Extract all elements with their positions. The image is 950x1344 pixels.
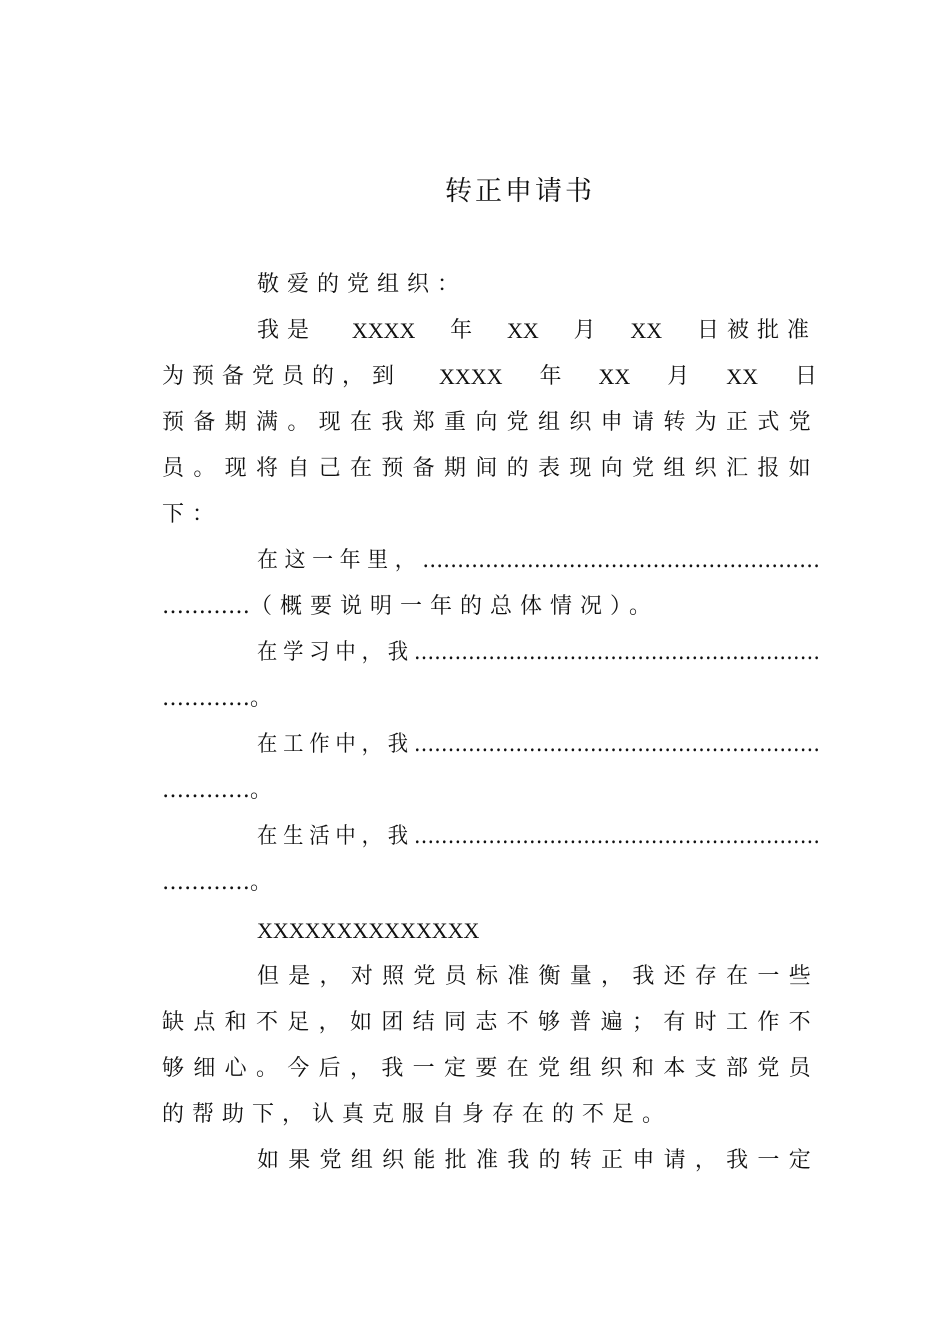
para1-l2-month-unit: 月 — [667, 364, 690, 389]
para1-l2-year: XXXX — [438, 364, 503, 389]
para1-month: XX — [506, 318, 539, 343]
para3-line2: …………。 — [162, 686, 273, 711]
para5-lead: 在生活中，我 — [257, 824, 414, 849]
para5-dots: …………………………………………………… — [413, 824, 820, 849]
para7-line3: 够细心。今后，我一定要在党组织和本支部党员 — [162, 1056, 820, 1081]
para2-dots2: ………… — [162, 594, 250, 619]
salutation: 敬爱的党组织： — [257, 272, 468, 297]
para2-lead: 在这一年里， — [257, 548, 423, 573]
para3-dots: …………………………………………………… — [413, 640, 820, 665]
para1-year-unit: 年 — [450, 318, 473, 343]
para3-lead: 在学习中，我 — [257, 640, 414, 665]
document-title: 转正申请书 — [445, 176, 595, 207]
para2-line2 — [162, 590, 659, 624]
para1-l2-text: 为预备党员的，到 — [162, 364, 403, 389]
para1-l2-month: XX — [598, 364, 631, 389]
para1-line5: 下： — [162, 502, 223, 527]
para1-l2-day-unit: 日 — [794, 364, 817, 389]
para1-l2-year-unit: 年 — [539, 364, 562, 389]
para6-placeholder: XXXXXXXXXXXXXX — [257, 918, 480, 943]
para4-lead: 在工作中，我 — [257, 732, 414, 757]
para1-line4: 员。现将自己在预备期间的表现向党组织汇报如 — [162, 456, 820, 481]
para1-line3: 预备期满。现在我郑重向党组织申请转为正式党 — [162, 410, 820, 435]
para3-line1 — [257, 636, 820, 670]
para1-l2-day: XX — [726, 364, 759, 389]
para4-dots: …………………………………………………… — [413, 732, 820, 757]
para5-line1 — [257, 820, 820, 854]
para1-text: 我是 — [257, 318, 318, 343]
para1-month-unit: 月 — [573, 318, 596, 343]
para1-year: XXXX — [351, 318, 416, 343]
para8-line1: 如果党组织能批准我的转正申请，我一定 — [257, 1148, 820, 1173]
para1-day: XX — [630, 318, 663, 343]
para2-line1 — [257, 544, 820, 578]
para1-line2 — [162, 360, 817, 394]
para5-line2: …………。 — [162, 870, 273, 895]
para7-line2: 缺点和不足，如团结同志不够普遍；有时工作不 — [162, 1010, 820, 1035]
para4-line1 — [257, 728, 820, 762]
para7-line1: 但是，对照党员标准衡量，我还存在一些 — [257, 964, 820, 989]
para1-text-end: 日被批准 — [696, 318, 817, 343]
para2-dots: ………………………………………………… — [422, 548, 820, 573]
para4-line2: …………。 — [162, 778, 273, 803]
para7-line4: 的帮助下，认真克服自身存在的不足。 — [162, 1102, 673, 1127]
para1-line1 — [257, 314, 817, 348]
para2-summary: （概要说明一年的总体情况）。 — [250, 594, 660, 619]
